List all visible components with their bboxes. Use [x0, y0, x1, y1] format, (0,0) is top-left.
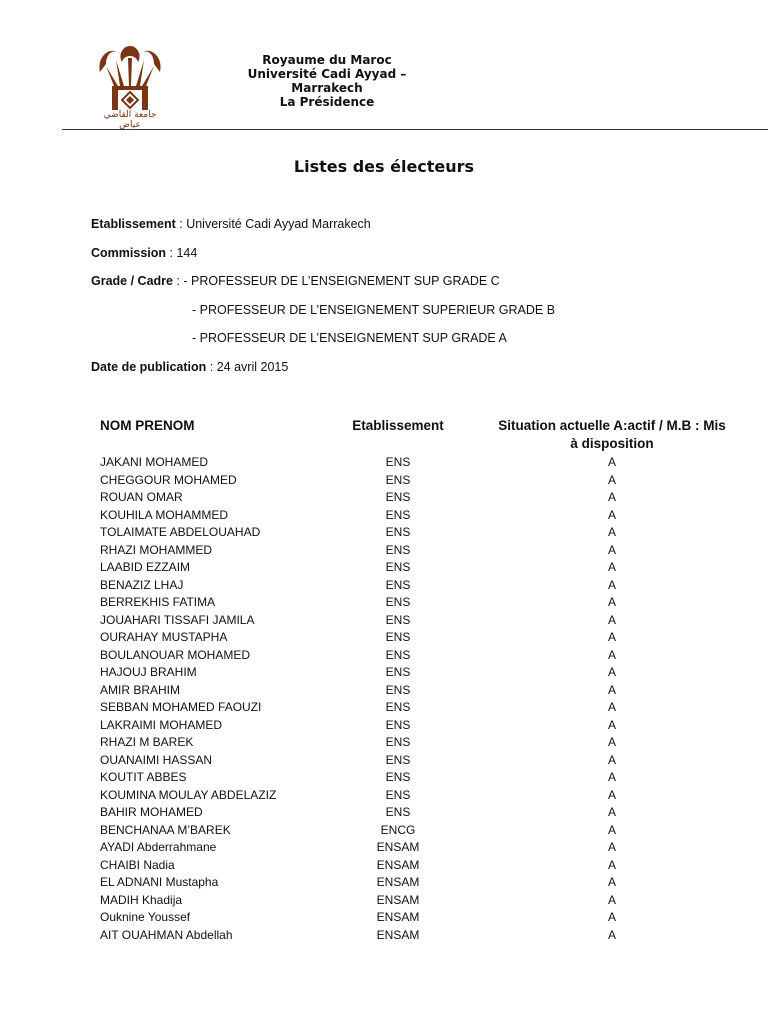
cell-situation: A	[607, 595, 616, 609]
cell-situation: A	[607, 840, 616, 854]
grade-label: Grade / Cadre	[91, 274, 173, 288]
header-line-kingdom: Royaume du Maroc	[262, 53, 392, 67]
cell-name: BENCHANAA M’BAREK	[100, 822, 231, 837]
institution-header	[227, 53, 427, 109]
logo-caption: جامعة القاضي عياض	[103, 110, 157, 130]
table-row	[0, 717, 768, 735]
cell-name: CHAIBI Nadia	[100, 857, 175, 872]
cell-etablissement: ENS	[385, 577, 411, 592]
table-row	[0, 542, 768, 560]
cell-name: HAJOUJ BRAHIM	[100, 665, 197, 679]
cell-name: CHEGGOUR MOHAMED	[100, 472, 237, 487]
cell-name: LAKRAIMI MOHAMED	[100, 717, 223, 732]
table-row	[0, 664, 768, 682]
cell-etablissement: ENSAM	[376, 875, 420, 889]
cell-situation: A	[607, 717, 616, 732]
cell-etablissement: ENS	[385, 805, 411, 819]
table-row	[0, 822, 768, 840]
header-divider	[62, 129, 768, 130]
cell-name: BOULANOUAR MOHAMED	[100, 647, 251, 662]
table-row	[0, 927, 768, 945]
etablissement-value: Université Cadi Ayyad Marrakech	[186, 217, 371, 231]
cell-etablissement: ENSAM	[376, 840, 420, 854]
cell-situation: A	[607, 700, 616, 714]
cell-etablissement: ENS	[385, 612, 411, 627]
cell-name: LAABID EZZAIM	[100, 560, 191, 574]
table-row	[0, 629, 768, 647]
cell-situation: A	[607, 647, 616, 662]
cell-etablissement: ENS	[385, 455, 411, 469]
cell-name: OUANAIMI HASSAN	[100, 752, 213, 767]
table-row	[0, 699, 768, 717]
cell-name: AYADI Abderrahmane	[100, 840, 217, 854]
cell-situation: A	[607, 612, 616, 627]
table-row	[0, 612, 768, 630]
cell-etablissement: ENCG	[380, 822, 416, 837]
cell-etablissement: ENSAM	[376, 857, 420, 872]
cell-name: AMIR BRAHIM	[100, 682, 181, 697]
cell-situation: A	[607, 752, 616, 767]
cell-situation: A	[607, 682, 616, 697]
cell-etablissement: ENS	[385, 735, 411, 749]
cell-etablissement: ENSAM	[376, 910, 420, 924]
column-header-situation-line2: à disposition	[570, 436, 654, 451]
table-row	[0, 647, 768, 665]
meta-commission: Commission : 144	[91, 246, 198, 260]
table-row	[0, 507, 768, 525]
table-row	[0, 594, 768, 612]
table-row	[0, 524, 768, 542]
cell-name: BAHIR MOHAMED	[100, 805, 203, 819]
grade-value-2: - PROFESSEUR DE L’ENSEIGNEMENT SUPERIEUR GRADE B	[192, 303, 556, 317]
cell-situation: A	[607, 770, 616, 784]
cell-name: KOUMINA MOULAY ABDELAZIZ	[100, 787, 277, 802]
cell-situation: A	[607, 805, 616, 819]
cell-situation: A	[607, 577, 616, 592]
commission-value: 144	[176, 246, 198, 260]
cell-etablissement: ENS	[385, 752, 411, 767]
cell-name: RHAZI M BAREK	[100, 735, 194, 749]
cell-situation: A	[607, 542, 616, 557]
cell-name: EL ADNANI Mustapha	[100, 875, 219, 889]
cell-situation: A	[607, 507, 616, 522]
table-row	[0, 454, 768, 472]
cell-situation: A	[607, 455, 616, 469]
cell-etablissement: ENS	[385, 787, 411, 802]
grade-value-1: - PROFESSEUR DE L’ENSEIGNEMENT SUP GRADE C	[183, 274, 500, 288]
cell-etablissement: ENS	[385, 682, 411, 697]
cell-situation: A	[607, 857, 616, 872]
cell-name: ROUAN OMAR	[100, 490, 183, 504]
cell-etablissement: ENS	[385, 647, 411, 662]
header-line-city: Marrakech	[291, 81, 363, 95]
cell-situation: A	[607, 525, 616, 539]
cell-etablissement: ENS	[385, 525, 411, 539]
cell-name: BENAZIZ LHAJ	[100, 577, 184, 592]
cell-name: JOUAHARI TISSAFI JAMILA	[100, 612, 255, 627]
etablissement-label: Etablissement	[91, 217, 176, 231]
cell-situation: A	[607, 560, 616, 574]
cell-name: MADIH Khadija	[100, 892, 183, 907]
column-header-situation	[490, 417, 734, 453]
cell-etablissement: ENSAM	[376, 892, 420, 907]
cell-etablissement: ENS	[385, 717, 411, 732]
cell-situation: A	[607, 787, 616, 802]
cell-name: SEBBAN MOHAMED FAOUZI	[100, 700, 262, 714]
cell-situation: A	[607, 630, 616, 644]
date-label: Date de publication	[91, 360, 207, 374]
table-row	[0, 874, 768, 892]
cell-etablissement: ENS	[385, 507, 411, 522]
table-row	[0, 752, 768, 770]
cell-situation: A	[607, 735, 616, 749]
table-row	[0, 787, 768, 805]
cell-name: BERREKHIS FATIMA	[100, 595, 216, 609]
table-row	[0, 909, 768, 927]
table-row	[0, 839, 768, 857]
cell-etablissement: ENS	[385, 770, 411, 784]
cell-etablissement: ENS	[385, 665, 411, 679]
meta-date: Date de publication : 24 avril 2015	[91, 360, 289, 374]
cell-situation: A	[607, 910, 616, 924]
cell-name: AIT OUAHMAN Abdellah	[100, 927, 233, 942]
commission-label: Commission	[91, 246, 167, 260]
table-row	[0, 892, 768, 910]
page-title: Listes des électeurs	[293, 157, 475, 176]
cell-situation: A	[607, 875, 616, 889]
cell-etablissement: ENS	[385, 595, 411, 609]
table-row	[0, 682, 768, 700]
column-header-etablissement: Etablissement	[352, 418, 444, 433]
cell-name: JAKANI MOHAMED	[100, 455, 209, 469]
column-header-name: NOM PRENOM	[100, 418, 195, 433]
cell-name: KOUTIT ABBES	[100, 770, 187, 784]
cell-name: KOUHILA MOHAMMED	[100, 507, 229, 522]
cell-etablissement: ENS	[385, 472, 411, 487]
table-row	[0, 857, 768, 875]
cell-etablissement: ENS	[385, 490, 411, 504]
cell-name: RHAZI MOHAMMED	[100, 542, 212, 557]
cell-situation: A	[607, 490, 616, 504]
cell-etablissement: ENS	[385, 542, 411, 557]
cell-etablissement: ENS	[385, 700, 411, 714]
cell-name: OURAHAY MUSTAPHA	[100, 630, 228, 644]
table-row	[0, 559, 768, 577]
table-row	[0, 577, 768, 595]
cell-etablissement: ENS	[385, 630, 411, 644]
cell-etablissement: ENS	[385, 560, 411, 574]
column-header-situation-line1: Situation actuelle A:actif / M.B : Mis	[498, 418, 726, 433]
meta-etablissement: Etablissement : Université Cadi Ayyad Marrakech	[91, 217, 371, 231]
meta-grade: Grade / Cadre : - PROFESSEUR DE L’ENSEIGNEMENT SUP GRADE C	[91, 274, 500, 288]
date-value: 24 avril 2015	[216, 360, 289, 374]
cell-situation: A	[607, 472, 616, 487]
table-row	[0, 489, 768, 507]
cell-name: Ouknine Youssef	[100, 910, 191, 924]
cell-name: TOLAIMATE ABDELOUAHAD	[100, 525, 261, 539]
table-row	[0, 769, 768, 787]
table-row	[0, 804, 768, 822]
cell-situation: A	[607, 665, 616, 679]
table-row	[0, 472, 768, 490]
voter-list	[0, 454, 768, 944]
header-line-university: Université Cadi Ayyad –	[247, 67, 407, 81]
cell-situation: A	[607, 822, 616, 837]
cell-situation: A	[607, 892, 616, 907]
grade-value-3: - PROFESSEUR DE L’ENSEIGNEMENT SUP GRADE A	[192, 331, 507, 345]
cell-etablissement: ENSAM	[376, 927, 420, 942]
cell-situation: A	[607, 927, 616, 942]
table-row	[0, 734, 768, 752]
header-line-presidence: La Présidence	[279, 95, 375, 109]
